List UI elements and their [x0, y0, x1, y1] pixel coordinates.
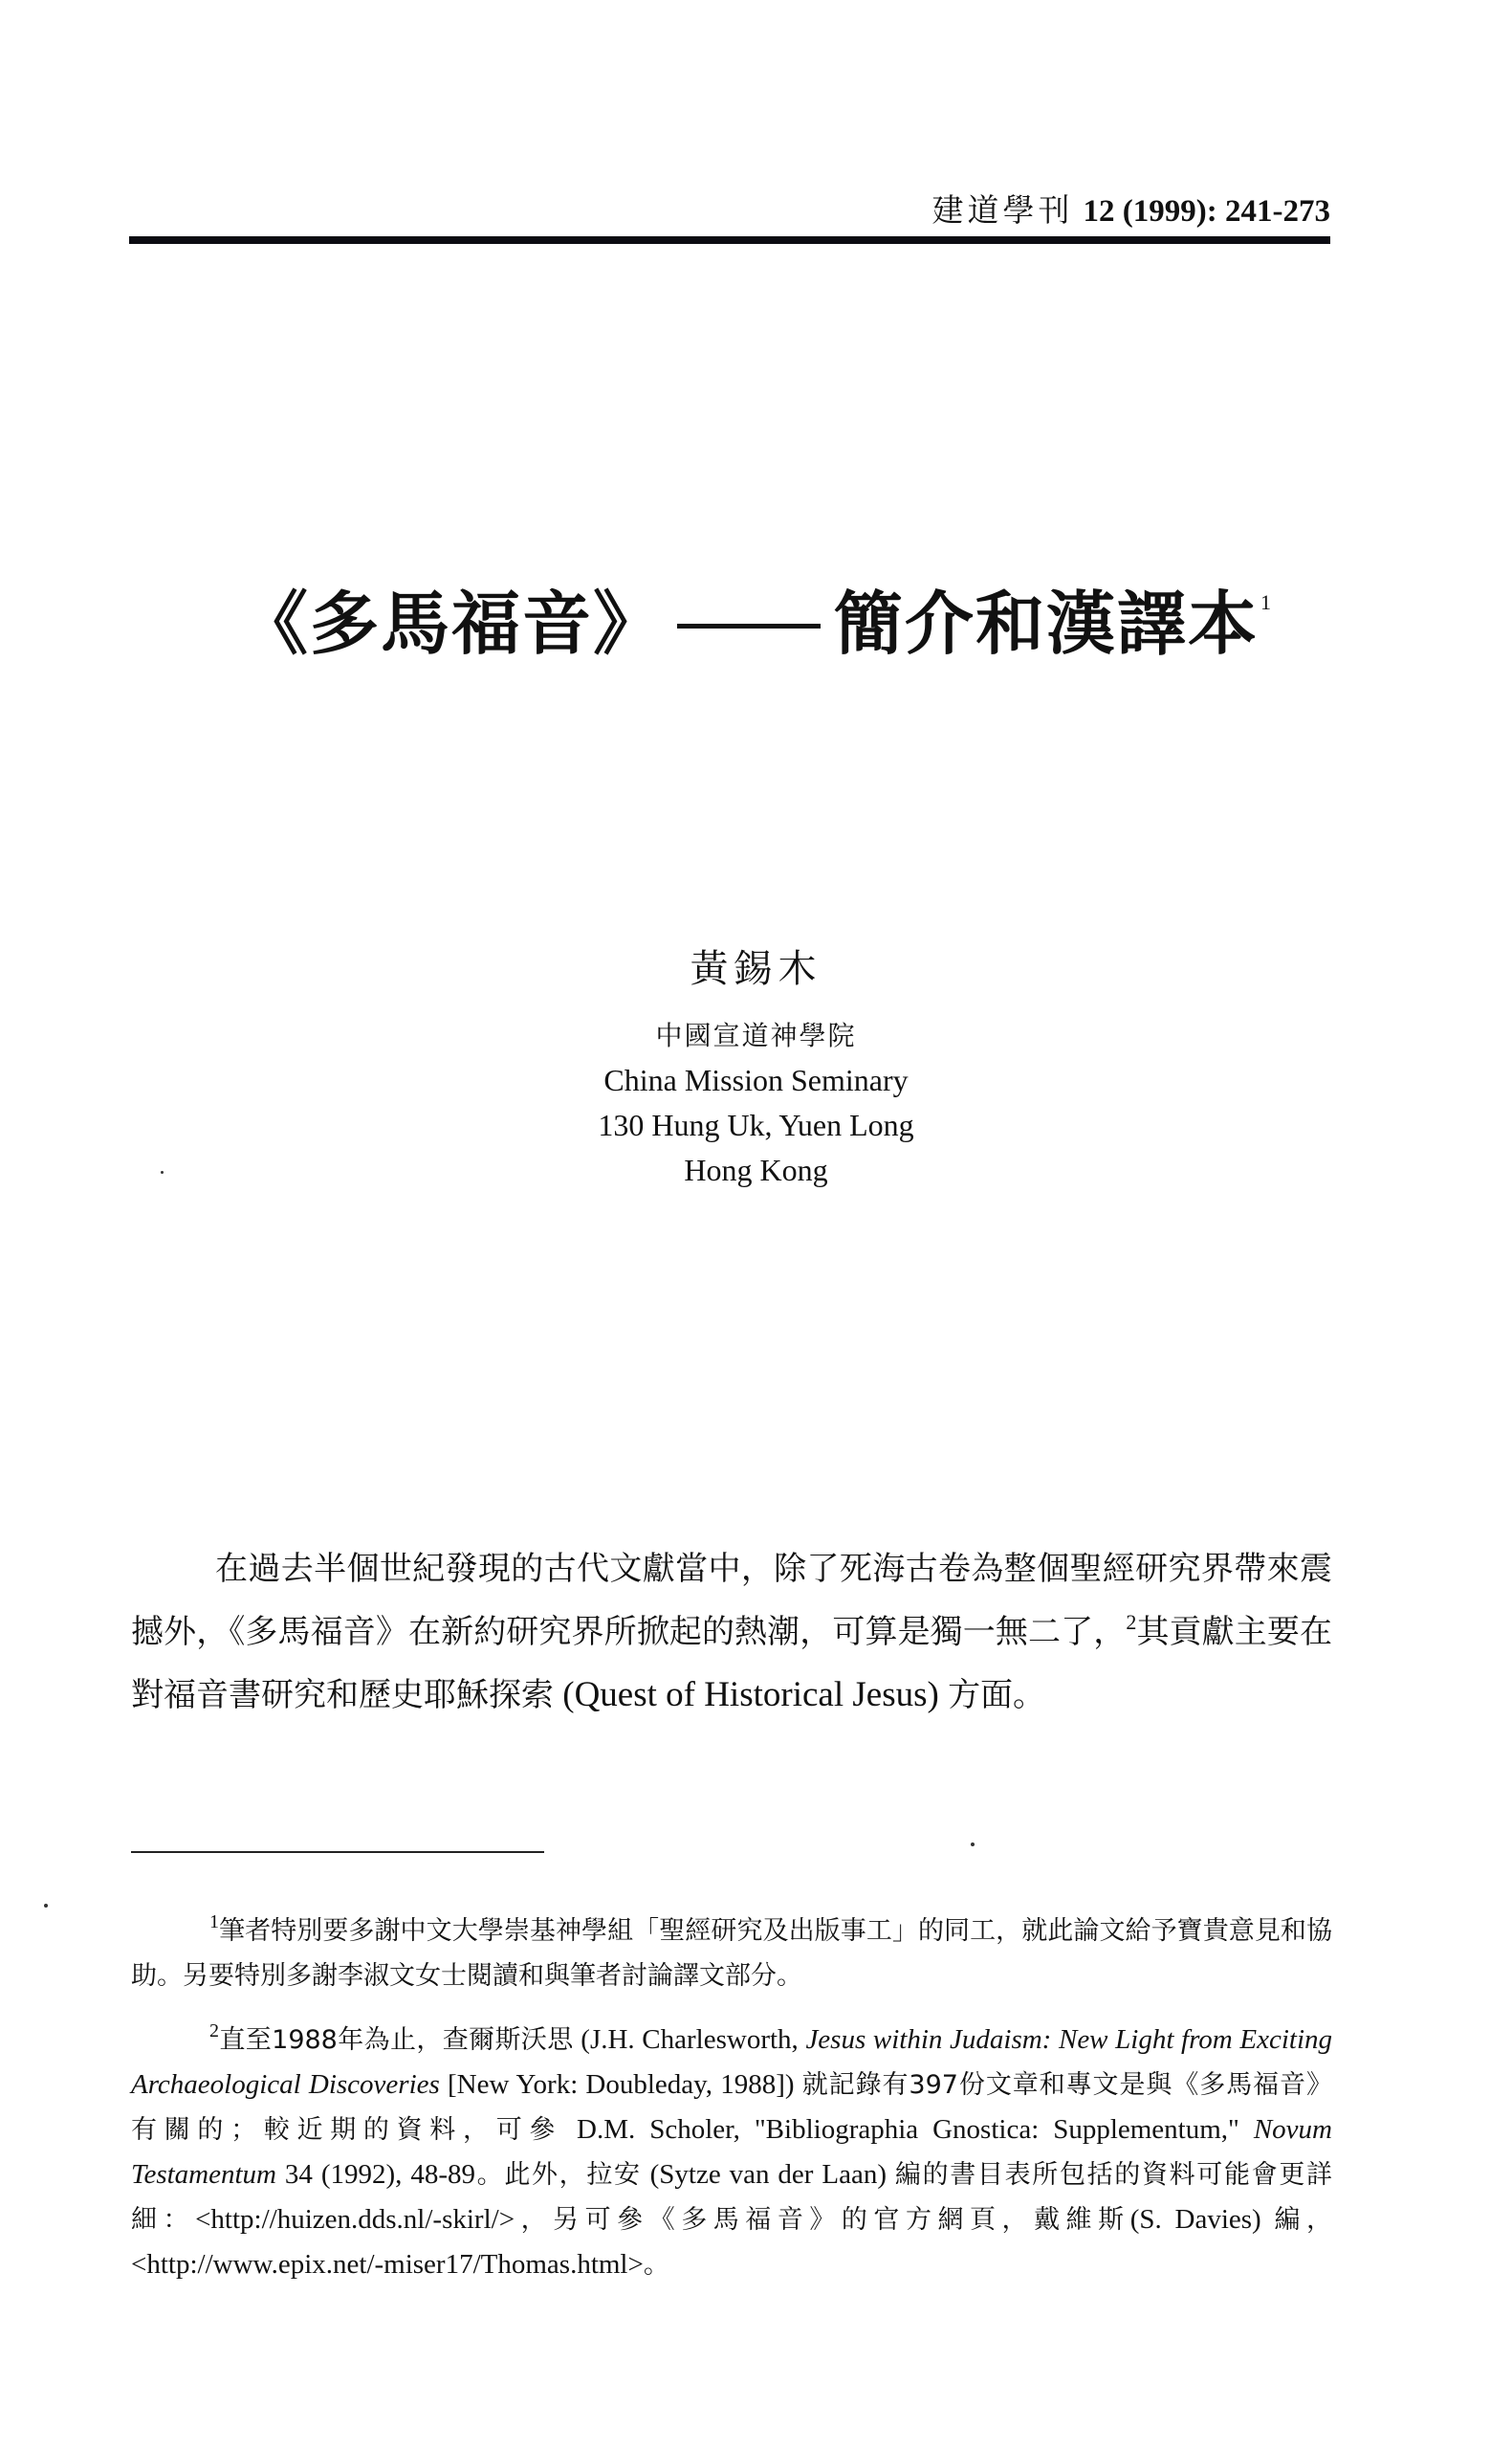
- title-em-dash: [677, 624, 821, 629]
- footnote-text: ，另可參《多馬福音》的官方網頁，戴維斯: [515, 2205, 1130, 2235]
- footnote-ref-2[interactable]: 2: [1126, 1610, 1137, 1634]
- scan-speck: [971, 1842, 975, 1846]
- footnote-separator: [131, 1851, 544, 1853]
- affiliation-line: 130 Hung Uk, Yuen Long: [598, 1108, 914, 1142]
- journal-title: Novum Testamentum: [131, 2114, 1333, 2190]
- affiliation-zh: 中國宣道神學院: [655, 1020, 857, 1051]
- title-part-2: 簡介和漢譯本: [834, 584, 1260, 664]
- footnote-2: [131, 2018, 1332, 2287]
- body-text: 其貢獻主要在對福音書研究和歷史耶穌探索: [131, 1613, 1333, 1714]
- book-title: Jesus within Judaism: New Light from Exciting Archaeological Discoveries: [131, 2024, 1332, 2100]
- running-head: [932, 191, 1330, 231]
- footnote-text: 直至1988年為止，查爾斯沃思: [219, 2025, 574, 2055]
- footnote-text-latin: (S. Davies): [1129, 2204, 1275, 2235]
- author-block: [0, 942, 1512, 1193]
- footnote-text-latin: D.M. Scholer, "Bibliographia Gnostica: Supplementum,": [562, 2114, 1254, 2145]
- footnote-text-latin: [New York: Doubleday, 1988]): [439, 2069, 802, 2100]
- author-name: 黃錫木: [690, 947, 822, 991]
- footnote-text: 就記錄有397份文章和專文是與《多馬福音》有關的；較近期的資料，可參: [131, 2070, 1332, 2145]
- footnote-number: 1: [209, 1911, 219, 1932]
- header-rule: [129, 236, 1330, 244]
- footnote-text-latin: 34 (1992), 48-89: [276, 2159, 475, 2190]
- title-part-1: 《多馬福音》: [238, 584, 664, 664]
- url-link[interactable]: <http://huizen.dds.nl/-skirl/>: [195, 2204, 515, 2235]
- body-paragraph: [131, 1537, 1332, 1727]
- footnote-text: 編，: [1274, 2205, 1333, 2235]
- footnote-text: 。: [643, 2250, 669, 2280]
- footnote-1: [131, 1908, 1332, 1998]
- footnote-text-latin: (J.H. Charlesworth,: [573, 2024, 806, 2055]
- footnote-text: 。此外，拉安: [475, 2160, 642, 2190]
- footnote-text: 筆者特別要多謝中文大學崇基神學組「聖經研究及出版事工」的同工，就此論文給予寶貴意見和協助。另要特別多謝李淑文女士閱讀和與筆者討論譯文部分。: [131, 1916, 1332, 1991]
- url-link[interactable]: <http://www.epix.net/-miser17/Thomas.html>: [131, 2249, 644, 2280]
- issue-pages: 12 (1999): 241-273: [1083, 194, 1330, 229]
- affiliation-line: Hong Kong: [684, 1153, 828, 1187]
- footnote-text: 編的書目表所包括的資料可能會更詳細：: [131, 2160, 1332, 2235]
- body-text: 在過去半個世紀發現的古代文獻當中，除了死海古卷為整個聖經研究界帶來震撼外，《多馬福音》在新約研究界所掀起的熱潮，可算是獨一無二了，: [131, 1550, 1332, 1651]
- affiliation-line: China Mission Seminary: [603, 1063, 909, 1097]
- article-title: [0, 560, 1512, 667]
- footnotes: [131, 1908, 1332, 2306]
- title-footnote-ref[interactable]: 1: [1260, 590, 1274, 614]
- footnote-number: 2: [209, 2020, 219, 2041]
- scan-speck: [44, 1904, 48, 1908]
- footnote-text-latin: (Sytze van der Laan): [641, 2159, 895, 2190]
- journal-name: 建道學刊: [931, 191, 1074, 229]
- body-text-latin: (Quest of Historical Jesus): [554, 1675, 949, 1714]
- scan-speck: [161, 1171, 164, 1174]
- body-text: 方面。: [948, 1676, 1046, 1714]
